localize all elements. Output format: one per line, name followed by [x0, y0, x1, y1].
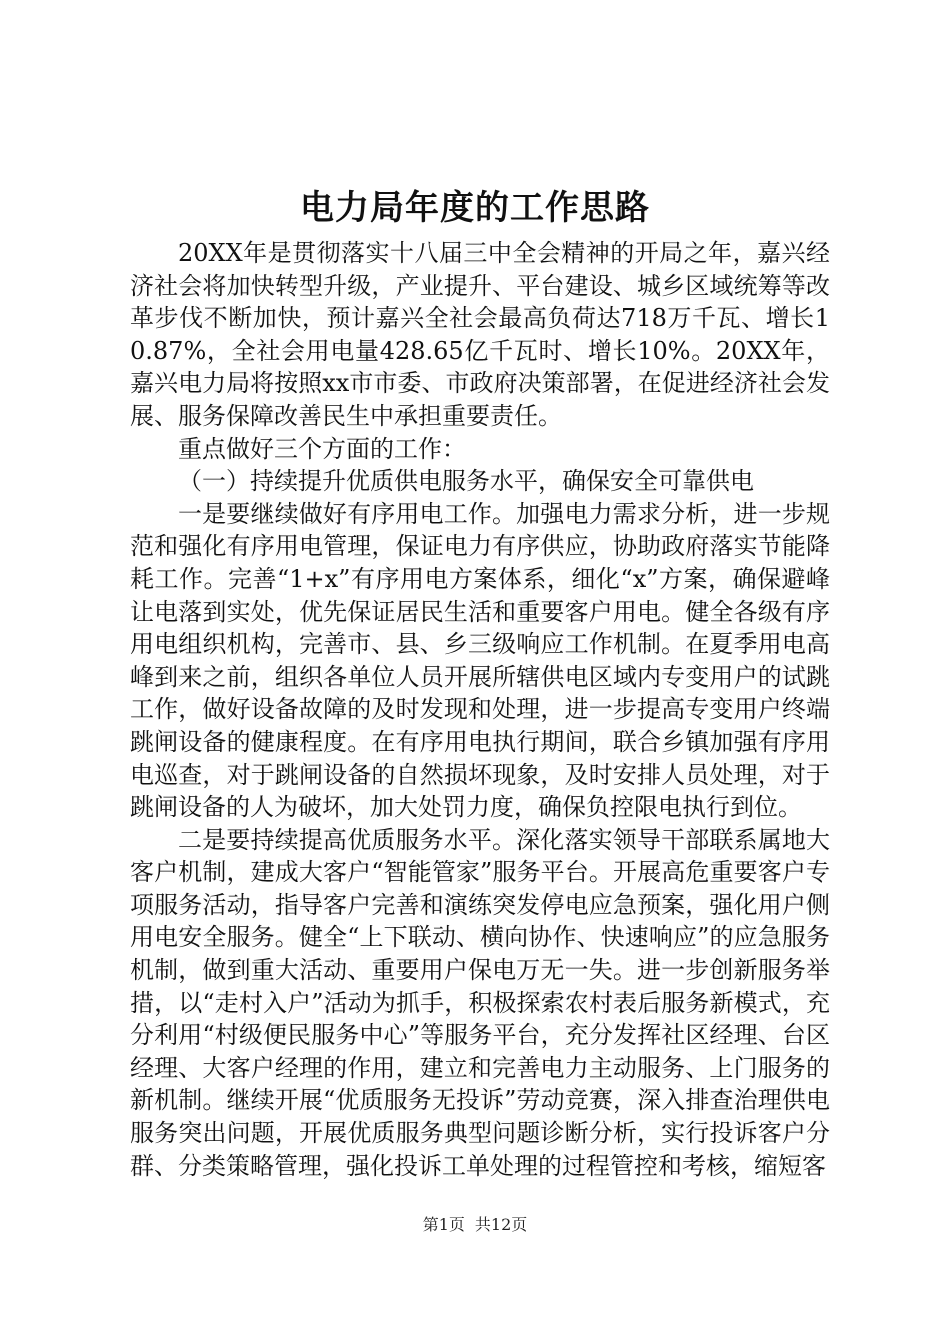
- page-total: 共12页: [474, 1215, 528, 1234]
- document-body: [130, 237, 830, 1182]
- paragraph-focus: 重点做好三个方面的工作：: [178, 434, 466, 463]
- page-footer: [0, 1214, 950, 1236]
- document-title: 电力局年度的工作思路: [300, 188, 650, 228]
- paragraph-quality-service: 二是要持续提高优质服务水平。深化落实领导干部联系属地大客户机制，建成大客户“智能管家”服务平台。开展高危重要客户专项服务活动，指导客户完善和演练突发停电应急预案，强化用户侧用电安全服务。健全“上下联动、横向协作、快速响应”的应急服务机制，做到重大活动、重要用户保电万无一失。进一步创新服务举措，以“走村入户”活动为抓手，积极探索农村表后服务新模式，充分利用“村级便民服务中心”等服务平台，充分发挥社区经理、台区经理、大客户经理的作用，建立和完善电力主动服务、上门服务的新机制。继续开展“优质服务无投诉”劳动竞赛，深入排查治理供电服务突出问题，开展优质服务典型问题诊断分析，实行投诉客户分群、分类策略管理，强化投诉工单处理的过程管控和考核，缩短客: [130, 825, 830, 1180]
- section-heading-1: （一）持续提升优质供电服务水平，确保安全可靠供电: [178, 467, 754, 496]
- paragraph-intro: 20XX年是贯彻落实十八届三中全会精神的开局之年，嘉兴经济社会将加快转型升级，产业提升、平台建设、城乡区域统筹等改革步伐不断加快，预计嘉兴全社会最高负荷达718万千瓦、增长10.87%，全社会用电量428.65亿千瓦时、增长10%。20XX年，嘉兴电力局将按照xx市市委、市政府决策部署，在促进经济社会发展、服务保障改善民生中承担重要责任。: [130, 239, 830, 430]
- page-number: 第1页: [422, 1215, 465, 1234]
- paragraph-orderly-power: 一是要继续做好有序用电工作。加强电力需求分析，进一步规范和强化有序用电管理，保证电力有序供应，协助政府落实节能降耗工作。完善“1+x”有序用电方案体系，细化“x”方案，确保避峰让电落到实处，优先保证居民生活和重要客户用电。健全各级有序用电组织机构，完善市、县、乡三级响应工作机制。在夏季用电高峰到来之前，组织各单位人员开展所辖供电区域内专变用户的试跳工作，做好设备故障的及时发现和处理，进一步提高专变用户终端跳闸设备的健康程度。在有序用电执行期间，联合乡镇加强有序用电巡查，对于跳闸设备的自然损坏现象，及时安排人员处理，对于跳闸设备的人为破坏，加大处罚力度，确保负控限电执行到位。: [130, 499, 830, 822]
